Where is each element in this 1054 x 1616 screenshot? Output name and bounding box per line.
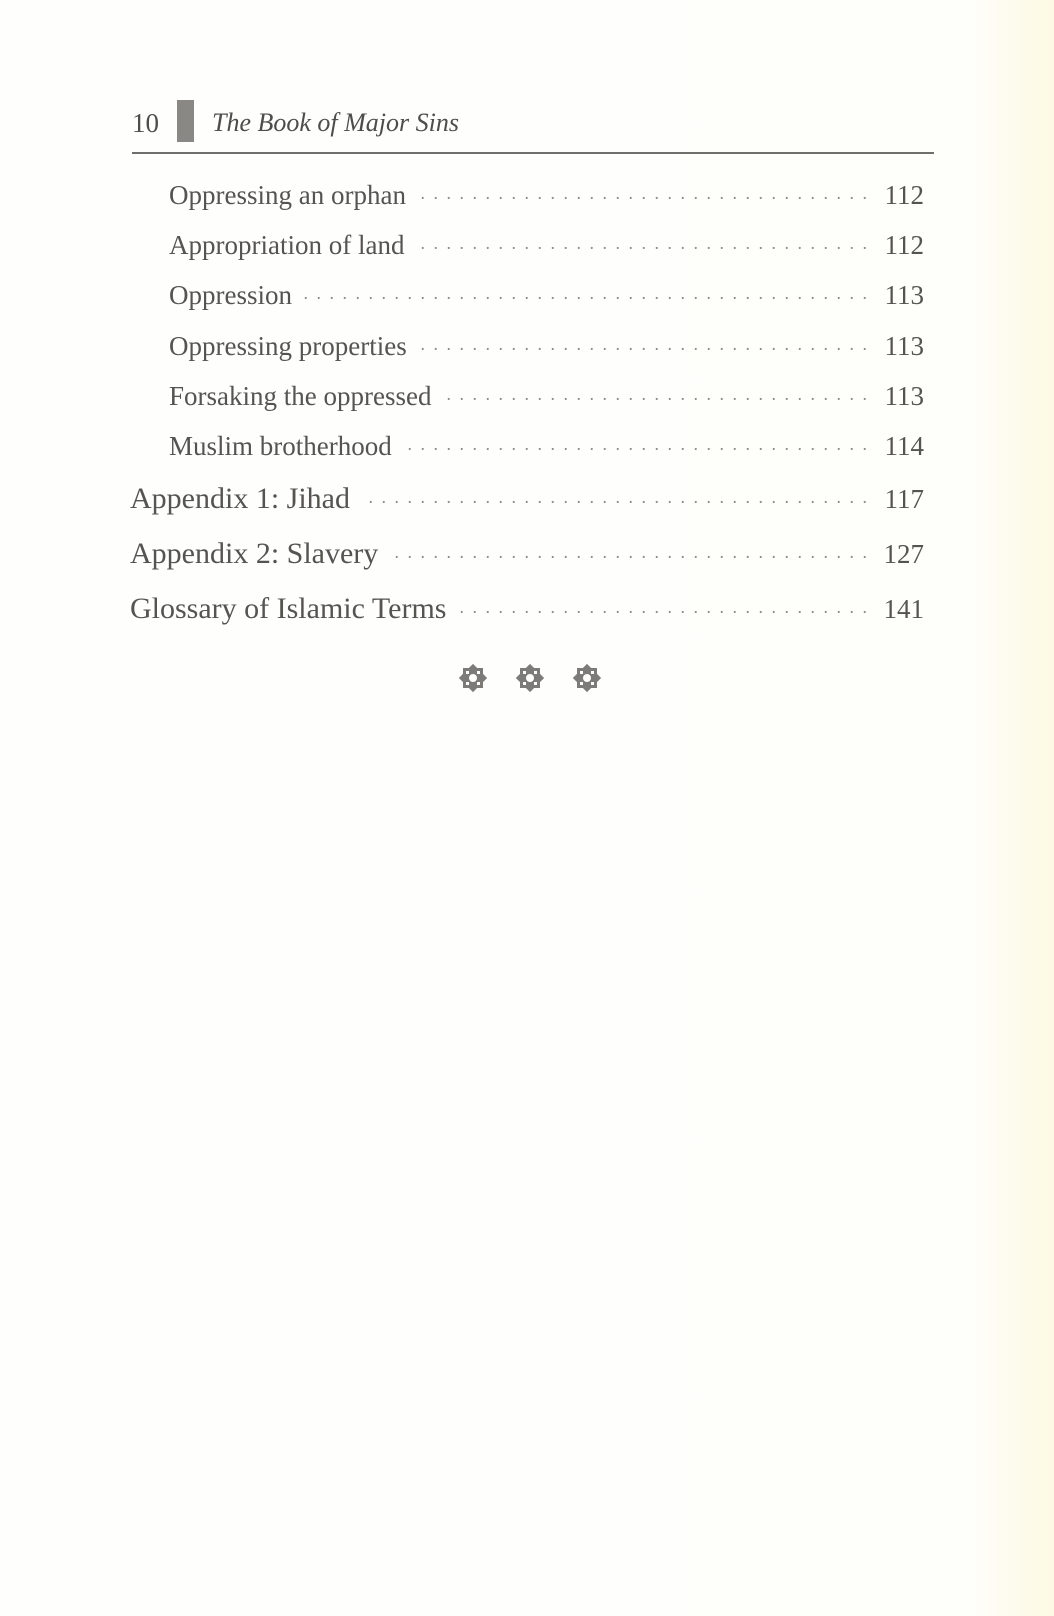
toc-entry-label: Appendix 2: Slavery xyxy=(130,537,379,570)
toc-entry xyxy=(130,592,924,626)
toc-entry xyxy=(130,537,924,571)
toc-entry-label: Oppressing properties xyxy=(169,331,407,361)
toc-entry xyxy=(169,180,924,211)
dot-leader xyxy=(456,597,868,618)
dot-leader xyxy=(302,283,868,304)
toc-entry-label: Muslim brotherhood xyxy=(169,431,392,461)
toc-entry xyxy=(130,482,924,516)
toc-entry-page: 117 xyxy=(884,484,924,514)
running-head xyxy=(132,94,934,154)
toc-entry xyxy=(169,431,924,462)
toc-entry-page: 141 xyxy=(883,594,924,624)
toc-entry-page: 113 xyxy=(884,280,924,310)
dot-leader xyxy=(441,384,868,405)
page-number: 10 xyxy=(132,108,159,138)
toc-entry-label: Forsaking the oppressed xyxy=(169,381,432,411)
toc-entry xyxy=(169,280,924,311)
header-rule xyxy=(132,152,934,154)
dot-leader xyxy=(417,334,868,355)
book-title: The Book of Major Sins xyxy=(212,108,459,137)
toc-entry-label: Oppressing an orphan xyxy=(169,180,406,210)
toc-entry-page: 127 xyxy=(883,539,924,569)
toc-entry-label: Oppression xyxy=(169,280,292,310)
toc-entry-page: 112 xyxy=(884,230,924,260)
islamic-star-ornament-icon xyxy=(569,660,605,696)
section-end-ornaments xyxy=(455,660,605,696)
toc-entry-page: 113 xyxy=(884,381,924,411)
islamic-star-ornament-icon xyxy=(512,660,548,696)
toc-entry xyxy=(169,331,924,362)
toc-entry-label: Appendix 1: Jihad xyxy=(130,482,350,515)
toc-entry-page: 112 xyxy=(884,180,924,210)
toc-entry-page: 114 xyxy=(884,431,924,461)
dot-leader xyxy=(388,542,868,563)
islamic-star-ornament-icon xyxy=(455,660,491,696)
toc-entry xyxy=(169,230,924,261)
toc-entry xyxy=(169,381,924,412)
dot-leader xyxy=(414,233,868,254)
toc-entry-page: 113 xyxy=(884,331,924,361)
dot-leader xyxy=(360,487,868,508)
dot-leader xyxy=(402,434,868,455)
header-bar-decoration xyxy=(177,100,194,142)
toc-entry-label: Glossary of Islamic Terms xyxy=(130,592,447,625)
dot-leader xyxy=(416,183,868,204)
toc-entry-label: Appropriation of land xyxy=(169,230,405,260)
